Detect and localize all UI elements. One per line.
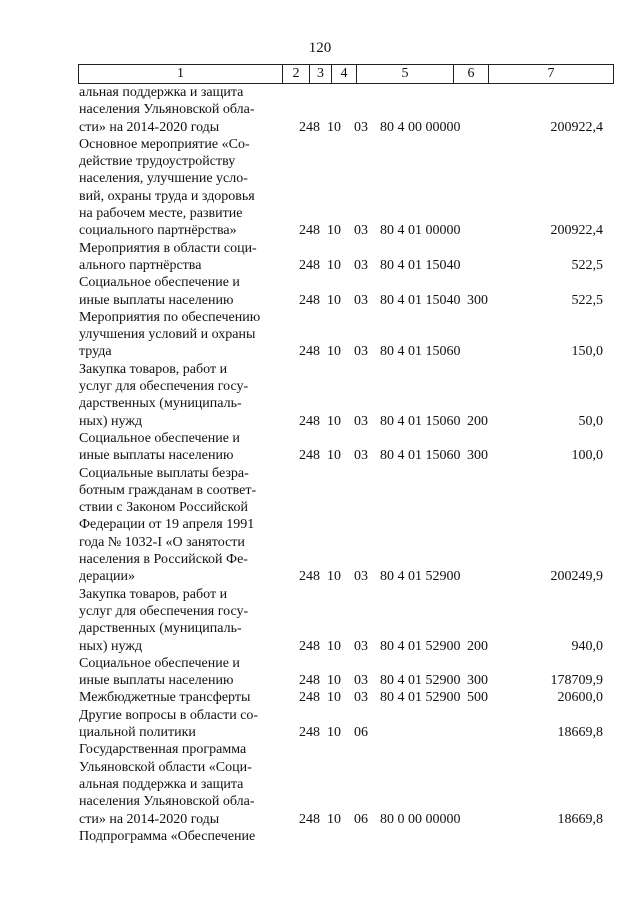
row-col-2: 248 (299, 344, 320, 360)
row-col-6: 500 (467, 690, 488, 706)
description-line: населения Ульяновской обла- (79, 102, 255, 118)
description-line: ботным гражданам в соответ- (79, 482, 257, 498)
row-col-7: 522,5 (571, 292, 603, 308)
row-description (79, 707, 281, 742)
description-line: Подпрограмма «Обеспечение (79, 828, 256, 844)
row-col-3: 10 (327, 725, 341, 741)
row-col-3: 10 (327, 811, 341, 827)
row-col-5: 80 4 01 00000 (380, 223, 461, 239)
table-row (0, 586, 640, 655)
row-col-3: 10 (327, 569, 341, 585)
description-line: Государственная программа (79, 742, 247, 758)
table-row (0, 655, 640, 690)
description-line: Основное мероприятие «Со- (79, 136, 250, 152)
row-col-2: 248 (299, 448, 320, 464)
row-col-6: 300 (467, 448, 488, 464)
row-col-2: 248 (299, 413, 320, 429)
description-line: дерации» (79, 569, 136, 585)
description-line: Социальные выплаты безра- (79, 465, 249, 481)
row-col-5: 80 4 01 15060 (380, 448, 461, 464)
row-col-3: 10 (327, 690, 341, 706)
header-col-1: 1 (79, 65, 283, 84)
description-line: Межбюджетные трансферты (79, 690, 251, 706)
description-line: вий, охраны труда и здоровья (79, 188, 255, 204)
row-col-2: 248 (299, 811, 320, 827)
row-description (79, 274, 281, 309)
row-col-3: 10 (327, 257, 341, 273)
row-col-3: 10 (327, 344, 341, 360)
header-col-6: 6 (454, 65, 489, 84)
description-line: Ульяновской области «Соци- (79, 759, 252, 775)
row-col-4: 03 (354, 344, 368, 360)
row-col-4: 06 (354, 811, 368, 827)
description-line: Федерации от 19 апреля 1991 (79, 517, 255, 533)
header-col-3: 3 (310, 65, 332, 84)
row-col-2: 248 (299, 292, 320, 308)
row-col-3: 10 (327, 119, 341, 135)
header-col-5: 5 (357, 65, 454, 84)
page-number: 120 (308, 40, 332, 56)
table-row (0, 430, 640, 465)
row-description (79, 240, 281, 275)
row-col-7: 18669,8 (557, 725, 603, 741)
table-row (0, 741, 640, 828)
description-line: на рабочем месте, развитие (79, 206, 243, 222)
row-col-2: 248 (299, 638, 320, 654)
row-col-7: 150,0 (571, 344, 603, 360)
description-line: услуг для обеспечения госу- (79, 603, 249, 619)
row-col-3: 10 (327, 413, 341, 429)
table-row (0, 274, 640, 309)
description-line: сти» на 2014-2020 годы (79, 811, 220, 827)
description-line: года № 1032-I «О занятости (79, 534, 245, 550)
description-line: услуг для обеспечения госу- (79, 379, 249, 395)
description-line: действие трудоустройству (79, 154, 236, 170)
description-line: труда (79, 344, 112, 360)
description-line: ального партнёрства (79, 257, 202, 273)
table-row (0, 361, 640, 430)
table-row (0, 465, 640, 586)
description-line: Другие вопросы в области со- (79, 707, 259, 723)
row-col-4: 03 (354, 223, 368, 239)
table-row (0, 240, 640, 275)
row-col-2: 248 (299, 257, 320, 273)
row-col-7: 200922,4 (550, 119, 603, 135)
row-description (79, 586, 281, 655)
row-description (79, 741, 281, 827)
description-line: Закупка товаров, работ и (79, 586, 228, 602)
description-line: Социальное обеспечение и (79, 275, 240, 291)
description-line: альная поддержка и защита (79, 776, 244, 792)
row-description (79, 361, 281, 430)
row-col-2: 248 (299, 119, 320, 135)
table-row (0, 84, 640, 136)
row-col-3: 10 (327, 673, 341, 689)
description-line: ствии с Законом Российской (79, 500, 249, 516)
row-col-4: 03 (354, 119, 368, 135)
description-line: Мероприятия в области соци- (79, 240, 257, 256)
row-col-4: 06 (354, 725, 368, 741)
row-col-3: 10 (327, 448, 341, 464)
row-col-7: 50,0 (578, 413, 603, 429)
row-description (79, 465, 281, 586)
table-row (0, 828, 640, 845)
row-description (79, 84, 281, 136)
description-line: ных) нужд (79, 413, 143, 429)
description-line: Социальное обеспечение и (79, 655, 240, 671)
row-description (79, 828, 281, 845)
table-header (78, 64, 614, 84)
row-col-5: 80 4 01 52900 (380, 690, 461, 706)
row-col-5: 80 4 01 15060 (380, 413, 461, 429)
row-col-4: 03 (354, 257, 368, 273)
row-col-6: 200 (467, 413, 488, 429)
budget-rows (0, 84, 640, 845)
row-col-3: 10 (327, 292, 341, 308)
description-line: иные выплаты населению (79, 673, 234, 689)
row-col-5: 80 4 01 15060 (380, 344, 461, 360)
header-col-4: 4 (332, 65, 357, 84)
description-line: циальной политики (79, 725, 196, 741)
row-col-6: 300 (467, 673, 488, 689)
row-col-6: 300 (467, 292, 488, 308)
row-col-5: 80 4 00 00000 (380, 119, 461, 135)
row-col-4: 03 (354, 448, 368, 464)
description-line: Мероприятия по обеспечению (79, 309, 261, 325)
row-col-7: 178709,9 (550, 673, 603, 689)
row-col-4: 03 (354, 673, 368, 689)
header-col-2: 2 (283, 65, 310, 84)
row-col-4: 03 (354, 638, 368, 654)
row-col-5: 80 4 01 15040 (380, 292, 461, 308)
description-line: иные выплаты населению (79, 292, 234, 308)
row-col-2: 248 (299, 223, 320, 239)
row-col-4: 03 (354, 413, 368, 429)
row-col-2: 248 (299, 725, 320, 741)
row-col-2: 248 (299, 690, 320, 706)
row-col-7: 100,0 (571, 448, 603, 464)
header-col-7: 7 (489, 65, 614, 84)
row-col-5: 80 4 01 52900 (380, 638, 461, 654)
description-line: сти» на 2014-2020 годы (79, 119, 220, 135)
description-line: альная поддержка и защита (79, 85, 244, 100)
row-col-7: 200922,4 (550, 223, 603, 239)
table-row (0, 707, 640, 742)
row-col-2: 248 (299, 569, 320, 585)
row-description (79, 136, 281, 240)
row-description (79, 430, 281, 465)
row-col-4: 03 (354, 569, 368, 585)
row-description (79, 689, 281, 706)
description-line: социального партнёрства» (79, 223, 237, 239)
row-col-4: 03 (354, 292, 368, 308)
table-row (0, 689, 640, 706)
description-line: населения в Российской Фе- (79, 552, 248, 568)
row-col-5: 80 4 01 15040 (380, 257, 461, 273)
row-col-7: 18669,8 (557, 811, 603, 827)
row-col-7: 200249,9 (550, 569, 603, 585)
description-line: улучшения условий и охраны (79, 327, 256, 343)
row-col-4: 03 (354, 690, 368, 706)
row-col-7: 522,5 (571, 257, 603, 273)
description-line: ных) нужд (79, 638, 143, 654)
row-description (79, 655, 281, 690)
description-line: Социальное обеспечение и (79, 430, 240, 446)
row-col-3: 10 (327, 223, 341, 239)
description-line: иные выплаты населению (79, 448, 234, 464)
description-line: Закупка товаров, работ и (79, 361, 228, 377)
row-col-3: 10 (327, 638, 341, 654)
row-col-5: 80 4 01 52900 (380, 673, 461, 689)
row-col-7: 940,0 (571, 638, 603, 654)
description-line: дарственных (муниципаль- (79, 621, 242, 637)
row-col-6: 200 (467, 638, 488, 654)
description-line: населения Ульяновской обла- (79, 794, 255, 810)
description-line: населения, улучшение усло- (79, 171, 248, 187)
row-col-5: 80 4 01 52900 (380, 569, 461, 585)
row-col-7: 20600,0 (557, 690, 603, 706)
description-line: дарственных (муниципаль- (79, 396, 242, 412)
row-col-5: 80 0 00 00000 (380, 811, 461, 827)
row-description (79, 309, 281, 361)
row-col-2: 248 (299, 673, 320, 689)
table-row (0, 136, 640, 240)
table-row (0, 309, 640, 361)
